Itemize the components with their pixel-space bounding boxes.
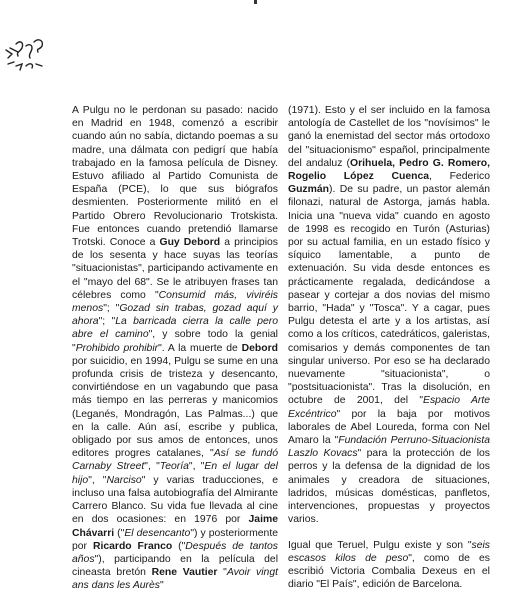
text-run: " — [160, 580, 164, 592]
italic-title: Narciso — [106, 474, 142, 486]
text-run: "; " — [103, 303, 120, 315]
text-run: "; " — [98, 316, 116, 328]
bold-name: Rene Vautier — [151, 567, 218, 579]
text-run: por suicidio, en 1994, Pulgu se sume en una profunda crisis de tristeza y desencanto, convirtiéndose en un vagabundo que pasa más tiempo en las perreras y manicomios (Leganés, Mondragón, Las Palmas...) que en la calle. Aún así, escribe y publica, obligado por sus amos de entonces, unos editores progres catalanes, " — [72, 355, 278, 460]
italic-title: Teoría — [159, 461, 189, 473]
text-run: ", " — [188, 461, 205, 473]
text-run: (" — [172, 540, 186, 552]
text-run: " y varias traducciones, e incluso una falsa autobiografía del Almirante Carrero Blanco. Su vida fue llevada al cine en dos ocasiones: en 1976 por — [72, 474, 278, 526]
italic-title: Consumid más, viviréis menos — [72, 289, 278, 315]
text-run: a principios de los sesenta y hace suyas las teorías "situacionistas", participando activamente en el "mayo del 68". Se le atribuyen frases tan célebres como " — [72, 237, 278, 301]
text-run: ", y sobre todo la genial " — [72, 329, 278, 354]
italic-title: Espacio Arte Excéntrico — [288, 395, 490, 420]
text-run: ". A la muerte de — [158, 342, 242, 354]
italic-title: La barricada cierra la calle pero abre el camino — [72, 316, 278, 341]
text-run: ", " — [144, 461, 160, 473]
italic-title: El desencanto — [124, 527, 191, 539]
italic-title: Después de tantos años — [72, 540, 278, 565]
bold-name: Guzmán — [288, 184, 329, 196]
text-run: ", como de es escribió Victoria Combalia Dexeus en el diario "El País", edición de Barcelona. — [288, 552, 490, 591]
text-run: A Pulgu no le perdonan su pasado: nacido en Madrid en 1948, comenzó a escribir cuando aún no sabía, dictando poemas a su madre, una dálmata con pedigrí que había trabajado en la famosa película de Disney. Estuvo afiliado al Partido Comunista de España (PCE), lo que sus biógrafos desmienten. Posteriormente militó en el Partido Obrero Revolucionario Trotskista. Fue entonces cuando pretendió llamarse Trotski. Conoce a — [72, 105, 278, 249]
bold-name: Orihuela, Pedro G. Romero, Rogelio López Cuenca — [288, 157, 491, 183]
text-run: (" — [114, 527, 125, 539]
text-run: ). De su padre, un pastor alemán filonazi, natural de Astorga, jamás habla. Inicia una "nueva vida" cuando en agosto de 1998 es recogido en Turón (Asturias) por su actual familia, en un estado físico y síquico lamentable, a punto de extenuación. Su vida desde entonces es prácticamente regalada, dedicándose a pasear y cortejar a dos novias del mismo barrio, "Hada" y "Tosca". Y a cagar, pues Pulgu detesta el arte y a los artistas, así como a los críticos, catedráticos, galeristas, comisarios y demás componentes de tan singular universo. Por eso se ha declarado nuevamente "situacionista", o "postsituacionista". Tras la disolución, en octubre de 2001, del " — [288, 184, 490, 407]
italic-title: Fundación Perruno-Situacionista Laszlo Kovacs — [288, 435, 490, 460]
bold-name: Debord — [241, 342, 278, 354]
bold-name: Jaime Chávarri — [72, 514, 278, 539]
text-run: " — [217, 567, 227, 579]
text-run: (1971). Esto y el ser incluido en la famosa antología de Castellet de los "novísimos" le ganó la enemistad del sector más ortodoxo del "situacionismo" español, principalmente del andaluz ( — [288, 105, 490, 169]
text-run: "), participando en la película del cineasta bretón — [72, 553, 278, 579]
bold-name: Guy Debord — [159, 237, 221, 249]
italic-title: En el lugar del hijo — [72, 461, 278, 486]
pulgu-signature-logo — [2, 30, 50, 76]
text-run: Igual que Teruel, Pulgu existe y son " — [288, 539, 472, 551]
italic-title: seis escasos kilos de peso — [288, 539, 490, 564]
page-corner-mark — [254, 0, 257, 4]
text-run: " para la protección de los perros y la defensa de la dignidad de los animales y creadora de situaciones, ladridos, músicas domésticas, panfletos, intervenciones, propuestas y proyectos varios. — [288, 448, 490, 526]
biography-paragraph — [72, 104, 278, 593]
biography-continuation-paragraph — [288, 104, 490, 527]
text-run: ") y posteriormente por — [72, 527, 278, 552]
bold-name: Ricardo Franco — [92, 540, 173, 552]
closing-paragraph — [288, 539, 490, 592]
italic-title: Prohibido prohibir — [75, 342, 159, 354]
italic-title: Así se fundó Carnaby Street — [72, 448, 278, 473]
article-left-column — [72, 104, 278, 593]
text-run: ", " — [88, 474, 107, 486]
text-run: , Federico — [429, 171, 491, 183]
italic-title: Avoir vingt ans dans les Aurès — [72, 567, 279, 592]
italic-title: Gozad sin trabas, gozad aquí y ahora — [72, 303, 278, 328]
text-run: " por la baja por motivos laborales de Abel Loureda, forma con Nel Amaro la " — [288, 408, 490, 447]
article-right-column — [288, 104, 490, 591]
